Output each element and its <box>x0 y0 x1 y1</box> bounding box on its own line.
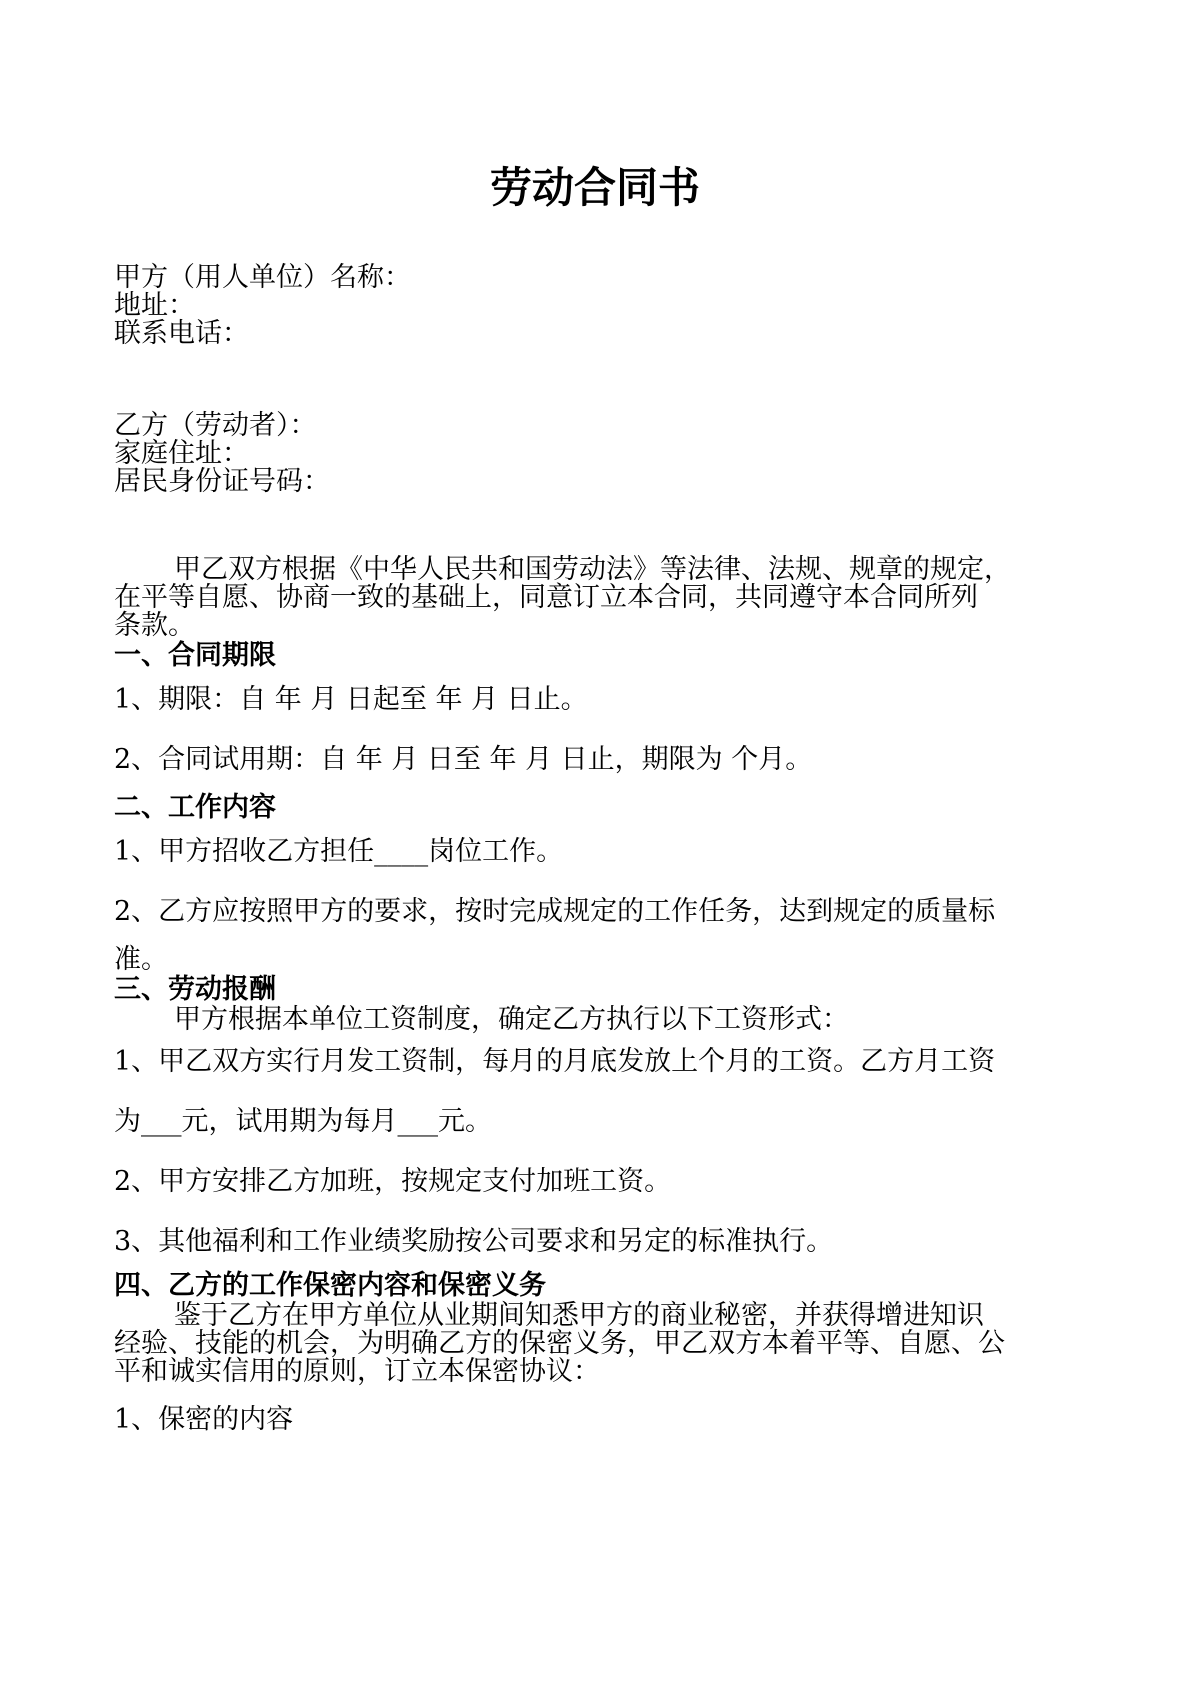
clause-line: 3、其他福利和工作业绩奖励按公司要求和另定的标准执行。 <box>114 1226 834 1257</box>
paragraph-line: 鉴于乙方在甲方单位从业期间知悉甲方的商业秘密，并获得增进知识 <box>174 1300 984 1331</box>
clause-line: 1、甲方招收乙方担任____岗位工作。 <box>114 836 564 867</box>
document-title: 劳动合同书 <box>489 163 700 212</box>
clause-line: 为___元，试用期为每月___元。 <box>114 1106 492 1137</box>
clause-line: 2、乙方应按照甲方的要求，按时完成规定的工作任务，达到规定的质量标 <box>114 896 996 927</box>
section-heading-term: 一、合同期限 <box>114 640 276 671</box>
clause-intro: 甲方根据本单位工资制度，确定乙方执行以下工资形式： <box>174 1004 849 1035</box>
clause-line: 准。 <box>114 944 168 975</box>
paragraph-line: 平和诚实信用的原则，订立本保密协议： <box>114 1356 600 1387</box>
preamble-line: 甲乙双方根据《中华人民共和国劳动法》等法律、法规、规章的规定， <box>174 554 1011 585</box>
preamble-line: 条款。 <box>114 610 195 641</box>
party-a-name-label: 甲方（用人单位）名称： <box>114 262 411 293</box>
party-b-name-label: 乙方（劳动者）： <box>114 410 317 441</box>
clause-line: 2、合同试用期：自 年 月 日至 年 月 日止，期限为 个月。 <box>114 744 813 775</box>
party-a-phone-label: 联系电话： <box>114 318 249 349</box>
section-heading-confidentiality: 四、乙方的工作保密内容和保密义务 <box>114 1270 546 1301</box>
section-heading-work: 二、工作内容 <box>114 792 276 823</box>
clause-line: 2、甲方安排乙方加班，按规定支付加班工资。 <box>114 1166 672 1197</box>
clause-line: 1、期限：自 年 月 日起至 年 月 日止。 <box>114 684 588 715</box>
clause-line: 1、甲乙双方实行月发工资制，每月的月底发放上个月的工资。乙方月工资 <box>114 1046 996 1077</box>
section-heading-pay: 三、劳动报酬 <box>114 974 276 1005</box>
clause-line: 1、保密的内容 <box>114 1404 294 1435</box>
party-a-address-label: 地址： <box>114 290 195 321</box>
preamble-line: 在平等自愿、协商一致的基础上，同意订立本合同，共同遵守本合同所列 <box>114 582 978 613</box>
party-b-id-label: 居民身份证号码： <box>114 466 330 497</box>
party-b-address-label: 家庭住址： <box>114 438 249 469</box>
paragraph-line: 经验、技能的机会，为明确乙方的保密义务，甲乙双方本着平等、自愿、公 <box>114 1328 1005 1359</box>
